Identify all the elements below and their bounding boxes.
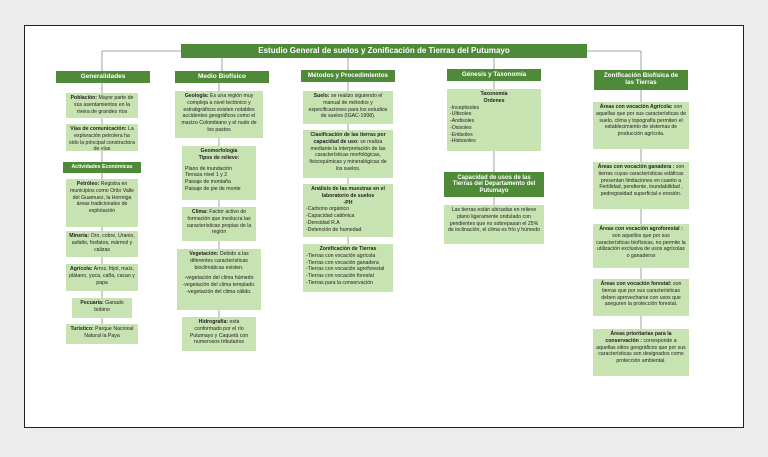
clima-label: Clima: <box>191 209 208 215</box>
vocacion-agroforestal-text: son aquellos que por sus características biofísicas, no permite la utilización exclusiva de usos agrícolas o ganaderos <box>596 232 686 259</box>
zonificacion-tierras-box <box>303 244 393 292</box>
conservacion-box <box>593 329 689 376</box>
zonificacion-bio-header: Zonificación Biofísica de las Tierras <box>594 70 688 90</box>
analisis-label: Análisis de las muestras en el laboratorio de suelos <box>311 186 385 199</box>
vocacion-ganadera-box <box>593 162 689 209</box>
clima-box <box>182 207 256 241</box>
hidrografia-box <box>182 317 256 351</box>
zonificacion-item: -Tierras con vocación ganadera <box>306 259 379 266</box>
agricola-label: Agrícola: <box>70 266 93 272</box>
pecuaria-label: Pecuaria: <box>80 300 104 306</box>
pecuaria-text: Ganado bobino <box>94 300 124 313</box>
suelo-label: Suelo: <box>313 93 330 99</box>
poblacion-label: Población: <box>70 95 98 101</box>
mineria-text: Oro, cobre, Uranio, asfalto, fosfatos, mármol y calizas <box>71 233 135 253</box>
petroleo-text: Registra en municipios como Orito Valle del Guamuez, la Hormiga áreas tradicionales de explotación <box>70 181 134 214</box>
taxonomia-sublabel: Ordenes <box>483 97 505 104</box>
geomorfologia-item: Terraza nivel 1 y 2 <box>185 172 228 179</box>
conservacion-label: Áreas prioritarias para la conservación : <box>605 331 672 344</box>
geomorfologia-item: Paisaje de montaña <box>185 179 231 185</box>
vocacion-forestal-label: Áreas con vocación forestal: <box>600 281 672 287</box>
capacidad-box: Las tierras están ubicadas en relieve plano ligeramente ondulado con pendientes que no sobrepasan el 25% de inclinación, el clima es frío y húmedo <box>444 205 544 244</box>
agricola-box <box>66 264 138 291</box>
suelo-text: se realizo siguiendo el manual de métodos y especificaciones para los estudios de suelos (IGAC-1998). <box>308 93 388 120</box>
geomorfologia-item: Paisaje de pie de monte <box>185 185 241 192</box>
vocacion-agricola-text: son aquellas que por sus características de suelo, clima y topografía permiten el establecimiento de sistemas de producción agrícola. <box>596 104 686 137</box>
turistico-label: Turístico: <box>70 326 94 332</box>
turistico-box <box>66 324 138 344</box>
petroleo-label: Petróleo: <box>76 181 100 187</box>
vias-label: Vías de comunicación: <box>70 126 127 132</box>
clasificacion-box <box>303 130 393 178</box>
metodos-header: Métodos y Procedimientos <box>301 70 395 82</box>
pecuaria-box <box>72 298 132 318</box>
capacidad-header: Capacidad de usos de las Tierras del Departamento del Putumayo <box>444 172 544 197</box>
zonificacion-item: -Tierras con vocación agroforestal <box>306 266 385 273</box>
taxonomia-item: -Entisoles <box>450 131 473 138</box>
geologia-text: Es una región muy compleja a nivel tectónico y estratigráficos existen notables accidentes geográficos como el macizo Colombiano y el nudo de los pastos <box>181 93 257 133</box>
vocacion-agricola-box <box>593 102 689 149</box>
taxonomia-item: -Oxisoles <box>450 124 472 131</box>
geologia-box <box>175 91 263 138</box>
analisis-sublabel: -PH <box>343 199 353 206</box>
clasificacion-text: se realiza mediante la interpretación de las características morfológicas, fisicoquímicas y mineralógicas de los suelos. <box>309 138 387 172</box>
poblacion-box <box>66 93 138 118</box>
turistico-text: Parque Nacional Natural la Paya <box>84 326 134 339</box>
vocacion-forestal-text: son tierras que por sus características deben aprovecharse con usos que aseguren la protección forestal. <box>601 281 682 308</box>
taxonomia-label: Taxonomía <box>480 91 508 97</box>
analisis-item: -Capacidad catiónica <box>306 213 355 219</box>
generalidades-header: Generalidades <box>56 71 150 83</box>
vegetacion-item: -vegetación del clima templado. <box>182 282 256 288</box>
conservacion-text: corresponde a aquellas sitios geográficos que por sus características son designados como protección ambiental. <box>596 337 686 364</box>
vocacion-agroforestal-label: Áreas con vocación agroforestal : <box>599 226 683 232</box>
petroleo-box <box>66 179 138 227</box>
analisis-item: -Carbono orgánico <box>306 206 349 213</box>
vegetacion-text: Debido a las diferentes características bioclimáticas existen. <box>190 251 249 271</box>
suelo-box <box>303 91 393 124</box>
medio-header: Medio Biofísico <box>175 71 269 83</box>
zonificacion-item: -Tierras para la conservación <box>306 279 373 286</box>
vegetacion-label: Vegetación: <box>189 251 219 257</box>
clima-text: Factor activo de formación que involucra las características propias de la región <box>186 209 252 236</box>
taxonomia-item: -Ultisoles <box>450 111 472 118</box>
vegetacion-box <box>177 249 261 310</box>
vocacion-forestal-box <box>593 279 689 316</box>
vocacion-agroforestal-box <box>593 224 689 268</box>
analisis-item: -Detención de humedad <box>306 226 362 233</box>
taxonomia-item: -Inceptisoles <box>450 104 480 111</box>
vias-box <box>66 124 138 151</box>
vegetacion-item: -vegetación del clima húmedo <box>184 275 254 282</box>
actividades-header: Actividades Económicas <box>63 162 141 173</box>
geologia-label: Geología: <box>184 93 209 99</box>
vocacion-ganadera-label: Áreas con vocación ganadera : <box>597 164 675 170</box>
analisis-item: -Densidad R.A <box>306 219 340 226</box>
geomorfologia-sublabel: Tipos de relieve: <box>198 154 240 161</box>
poblacion-text: Mayor parte de sus asentamientos en la rivera de grandes ríos <box>74 95 134 115</box>
zonificacion-tierras-label: Zonificación de Tierras <box>319 246 377 252</box>
page-title: Estudio General de suelos y Zonificación de Tierras del Putumayo <box>181 44 587 58</box>
hidrografia-text: esta conformado por el río Putumayo y Caquetá con numerosos tributarios <box>189 319 249 346</box>
taxonomia-item: -Histosoles <box>450 138 476 145</box>
vocacion-ganadera-text: son tierras cuyas características edáficas presentan limitaciones en cuanto a Fertilidad, pendiente, inundabilidad , pedregosidad superficial o erosión. <box>598 164 685 197</box>
mineria-box <box>66 231 138 257</box>
taxonomia-box <box>447 89 541 151</box>
zonificacion-item: -Tierras con vocación agrícola <box>306 252 376 259</box>
geomorfologia-label: Geomorfología <box>200 148 238 154</box>
vocacion-agricola-label: Áreas con vocación Agrícola: <box>599 104 673 110</box>
geomorfologia-item: Plano de inundación <box>185 165 233 172</box>
hidrografia-label: Hidrografía: <box>198 319 229 325</box>
clasificacion-label: Clasificación de las tierras por capacidad de uso: <box>310 132 386 145</box>
agricola-text: Arroz, frijol, maíz, plátano, yuca, caña, cacao y papa <box>69 266 135 286</box>
analisis-box <box>303 184 393 237</box>
vegetacion-item: -vegetación del clima cálido. <box>186 288 252 295</box>
zonificacion-item: -Tierras con vocación forestal <box>306 273 374 279</box>
vias-text: La exploración petrolera ha sido la principal constructora de vías <box>69 126 135 151</box>
mineria-label: Minería: <box>69 233 90 239</box>
taxonomia-item: -Andisoles <box>450 118 475 124</box>
geomorfologia-box <box>182 146 256 200</box>
genesis-header: Génesis y Taxonomía <box>447 69 541 81</box>
